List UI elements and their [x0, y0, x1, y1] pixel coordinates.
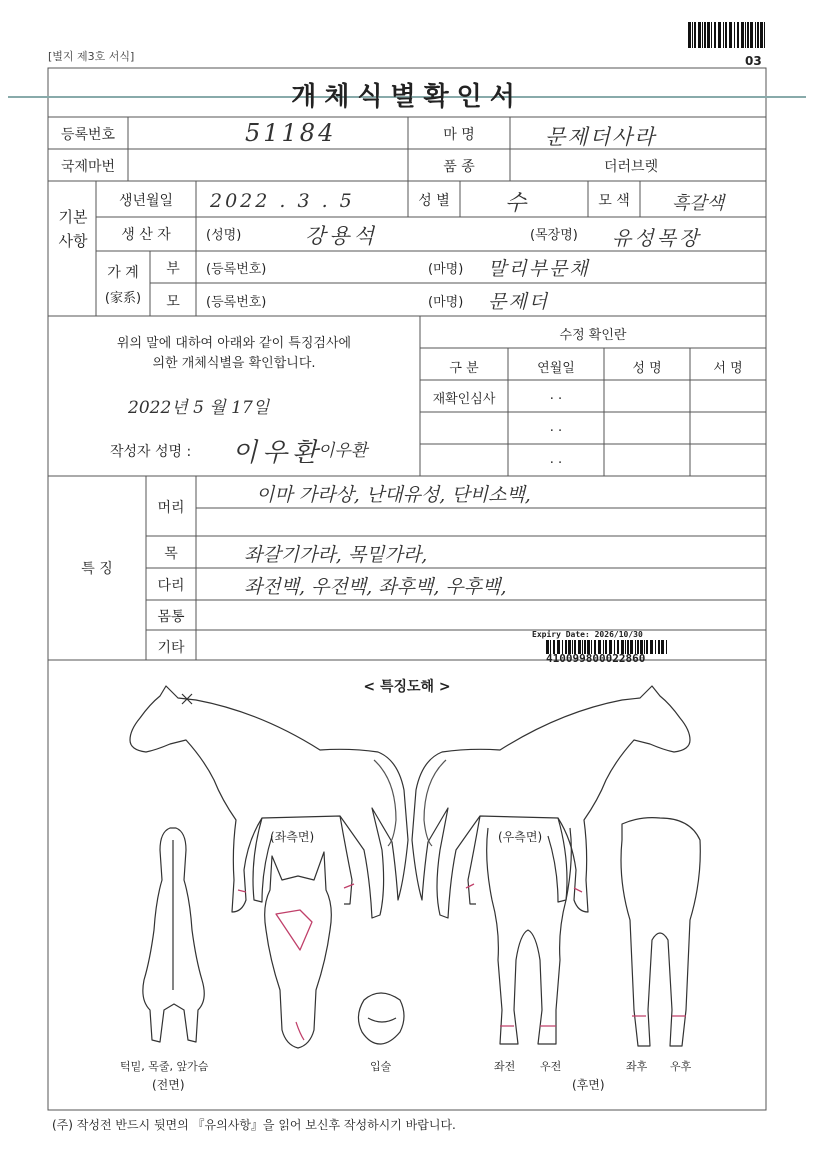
color-label: 모 색	[598, 193, 630, 209]
rear-view-drawing	[621, 818, 700, 1046]
revision-title: 수정 확인란	[559, 328, 627, 343]
reg-no-label: 등록번호	[60, 127, 116, 143]
revision-row-date: . .	[549, 452, 563, 467]
page-code: 03	[745, 54, 762, 68]
left-side-label: (좌측면)	[270, 830, 315, 844]
head-front-drawing	[265, 852, 332, 1048]
dam-horse-sub: (마명)	[428, 295, 464, 310]
sticker-expiry: Expiry Date: 2026/10/30	[532, 630, 643, 639]
statement-line2: 의한 개체식별을 확인합니다.	[152, 356, 316, 371]
sex-label: 성 별	[418, 193, 450, 209]
footer-note: (주) 작성전 반드시 뒷면의 『유의사항』을 읽어 보신후 작성하시기 바랍니다.	[52, 1118, 456, 1132]
revision-row-date: . .	[549, 388, 563, 403]
producer-name-sub: (성명)	[206, 228, 242, 243]
right-fore-caption: 우전	[540, 1060, 562, 1073]
legs-label: 다리	[157, 578, 185, 594]
breed-value: 더러브렛	[604, 159, 659, 175]
revision-header-name: 성 명	[632, 361, 662, 376]
farm-name: 유성목장	[612, 226, 702, 250]
revision-header-date: 연월일	[537, 361, 575, 376]
front-caption: 턱밑, 목줄, 앞가슴	[120, 1060, 209, 1073]
birth-label: 생년월일	[118, 193, 174, 209]
diagram-title: < 특징도해 >	[363, 679, 451, 695]
rear-label: (후면)	[572, 1078, 605, 1092]
horse-name-label: 마 명	[443, 127, 475, 143]
head-value: 이마 가라상, 난대유성, 단비소백,	[256, 484, 531, 506]
front-legs-drawing	[487, 828, 572, 1044]
writer-name: 이우환	[232, 438, 323, 468]
color-value: 흑갈색	[672, 193, 725, 214]
writer-seal: 이우환	[318, 441, 368, 461]
producer-name: 강용석	[305, 224, 378, 248]
producer-label: 생 산 자	[121, 227, 171, 243]
confirm-date: 2022년 5 월 17일	[128, 398, 270, 418]
revision-header-category: 구 분	[449, 361, 479, 376]
body-label: 몸통	[157, 609, 185, 625]
sire-reg-sub: (등록번호)	[206, 262, 267, 277]
features-section-label: 특 징	[81, 561, 113, 577]
writer-label: 작성자 성명 :	[110, 444, 192, 460]
horse-name-value: 문제더사라	[545, 125, 657, 149]
head-label: 머리	[157, 500, 185, 516]
page-title: 개체식별확인서	[291, 82, 523, 112]
form-number: [별지 제3호 서식]	[48, 50, 135, 63]
basic-section-label: 기본사항	[58, 208, 88, 250]
revision-header-sign: 서 명	[713, 361, 743, 376]
lips-drawing	[358, 993, 404, 1044]
revision-row-date: . .	[549, 420, 563, 435]
sticker-code: 410099800022860	[546, 652, 646, 665]
front-view-drawing	[143, 828, 204, 1042]
family-label: 가 계	[107, 265, 139, 281]
farm-name-sub: (목장명)	[530, 228, 578, 243]
neck-label: 목	[164, 546, 178, 562]
breed-label: 품 종	[443, 159, 475, 175]
right-side-label: (우측면)	[498, 830, 543, 844]
neck-value: 좌갈기가라, 목밑가라,	[244, 544, 428, 566]
other-label: 기타	[157, 640, 185, 656]
dam-label: 모	[166, 294, 180, 310]
left-fore-caption: 좌전	[494, 1060, 516, 1073]
birth-value: 2022 . 3 . 5	[210, 190, 355, 212]
front-label: (전면)	[152, 1078, 185, 1092]
left-hind-caption: 좌후	[626, 1060, 648, 1073]
statement-line1: 위의 말에 대하여 아래와 같이 특징검사에	[116, 336, 352, 351]
lips-caption: 입술	[370, 1060, 392, 1073]
sire-name: 말리부문채	[488, 258, 590, 280]
dam-reg-sub: (등록번호)	[206, 295, 267, 310]
left-side-horse-drawing	[130, 686, 408, 918]
right-hind-caption: 우후	[670, 1060, 692, 1073]
dam-name: 문제더	[488, 291, 550, 313]
sire-label: 부	[166, 261, 180, 277]
sire-horse-sub: (마명)	[428, 262, 464, 277]
intl-no-label: 국제마번	[60, 159, 116, 175]
legs-value: 좌전백, 우전백, 좌후백, 우후백,	[244, 576, 507, 598]
right-side-horse-drawing	[412, 686, 690, 918]
sex-value: 수	[505, 191, 527, 216]
reg-no-value: 51184	[245, 119, 337, 147]
family-hanja: (家系)	[104, 291, 142, 306]
revision-row-category: 재확인심사	[432, 392, 496, 407]
